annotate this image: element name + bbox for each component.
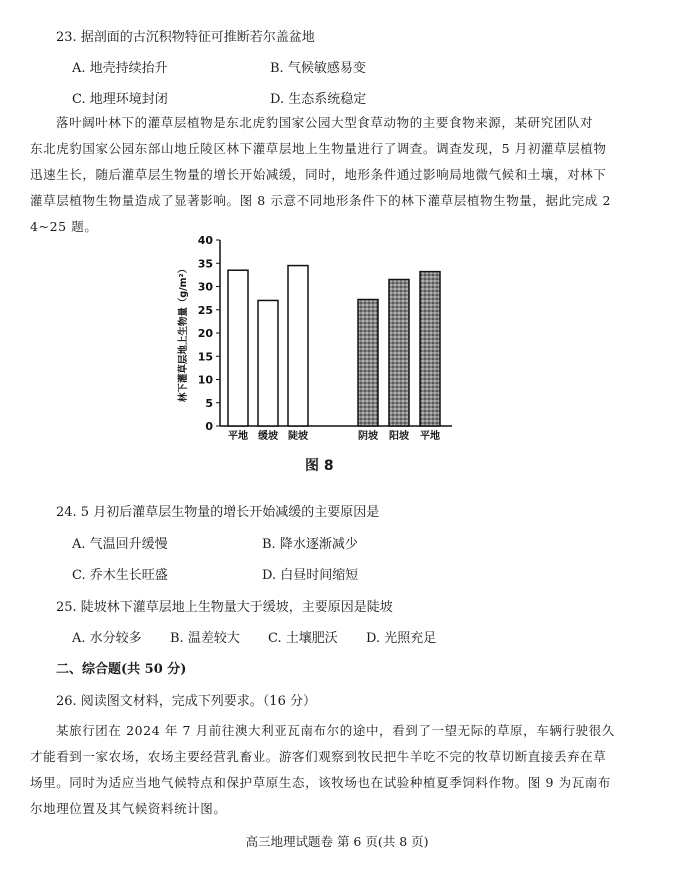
passage-forest-shrub: [30, 110, 650, 240]
passage-line: 尔地理位置及其气候资料统计图。: [30, 801, 227, 816]
y-tick-label: 15: [197, 350, 213, 364]
passage-line: 4~25 题。: [30, 219, 98, 234]
x-tick-label: 陡坡: [288, 431, 308, 442]
question-23-option-b: B. 气候敏感易变: [270, 61, 366, 76]
bar: [358, 300, 378, 426]
y-tick-label: 40: [197, 234, 213, 247]
passage-line: 迅速生长，随后灌草层生物量的增长开始减缓，同时，地形条件通过影响局地微气候和土壤，对林下: [30, 167, 607, 182]
x-tick-label: 平地: [228, 431, 248, 442]
question-24-option-d: D. 白昼时间缩短: [262, 568, 359, 583]
section-2-title: 二、综合题(共 50 分): [56, 662, 187, 677]
x-tick-label: 阴坡: [358, 431, 378, 442]
y-tick-label: 30: [197, 280, 213, 294]
question-24-option-a: A. 气温回升缓慢: [72, 537, 168, 552]
question-25-option-d: D. 光照充足: [366, 631, 437, 646]
y-tick-label: 10: [197, 373, 213, 387]
question-24-stem: 24. 5 月初后灌草层生物量的增长开始减缓的主要原因是: [56, 505, 380, 520]
question-23-option-c: C. 地理环境封闭: [72, 92, 168, 107]
question-25-option-a: A. 水分较多: [72, 631, 142, 646]
passage-line: 灌草层植物生物量造成了显著影响。图 8 示意不同地形条件下的林下灌草层植物生物量，据此完成 2: [30, 193, 612, 208]
bar: [389, 280, 409, 426]
passage-line: 某旅行团在 2024 年 7 月前往澳大利亚瓦南布尔的途中，看到了一望无际的草原，车辆行驶很久: [56, 723, 615, 738]
question-23-option-d: D. 生态系统稳定: [270, 92, 367, 107]
question-23-stem: 23. 据剖面的古沉积物特征可推断若尔盖盆地: [56, 30, 315, 45]
figure-8-bar-chart: [160, 230, 480, 480]
passage-line: 场里。同时为适应当地气候特点和保护草原生态，该牧场也在试验种植夏季饲料作物。图 9 为瓦南布: [30, 775, 612, 790]
page-footer: 高三地理试题卷 第 6 页(共 8 页): [245, 834, 429, 849]
bar: [258, 300, 278, 426]
question-25-option-c: C. 土壤肥沃: [268, 631, 338, 646]
figure-8-caption: 图 8: [305, 458, 334, 474]
y-tick-label: 25: [197, 303, 213, 317]
question-25-stem: 25. 陡坡林下灌草层地上生物量大于缓坡，主要原因是陡坡: [56, 600, 393, 615]
passage-warrnambool: [30, 718, 650, 822]
y-tick-label: 35: [197, 257, 213, 271]
x-tick-label: 缓坡: [258, 431, 278, 442]
bar: [228, 270, 248, 426]
bar: [420, 272, 440, 426]
passage-line: 才能看到一家农场，农场主要经营乳畜业。游客们观察到牧民把牛羊吃不完的牧草切断直接丢弃在草: [30, 749, 607, 764]
question-26-stem: 26. 阅读图文材料，完成下列要求。（16 分）: [56, 694, 316, 709]
passage-line: 落叶阔叶林下的灌草层植物是东北虎豹国家公园大型食草动物的主要食物来源，某研究团队对: [56, 115, 594, 130]
question-24-option-c: C. 乔木生长旺盛: [72, 568, 168, 583]
y-axis-label: 林下灌草层地上生物量（g/m²）: [178, 263, 189, 403]
bar: [288, 266, 308, 426]
x-tick-label: 阳坡: [389, 431, 409, 442]
question-24-option-b: B. 降水逐渐减少: [262, 537, 358, 552]
question-23-option-a: A. 地壳持续抬升: [72, 61, 168, 76]
y-tick-label: 20: [197, 327, 213, 340]
passage-line: 东北虎豹国家公园东部山地丘陵区林下灌草层地上生物量进行了调查。调查发现，5 月初灌草层植物: [30, 141, 607, 156]
x-tick-label: 平地: [420, 431, 440, 442]
y-tick-label: 5: [205, 396, 213, 410]
y-tick-label: 0: [205, 420, 213, 433]
question-25-option-b: B. 温差较大: [170, 631, 240, 646]
